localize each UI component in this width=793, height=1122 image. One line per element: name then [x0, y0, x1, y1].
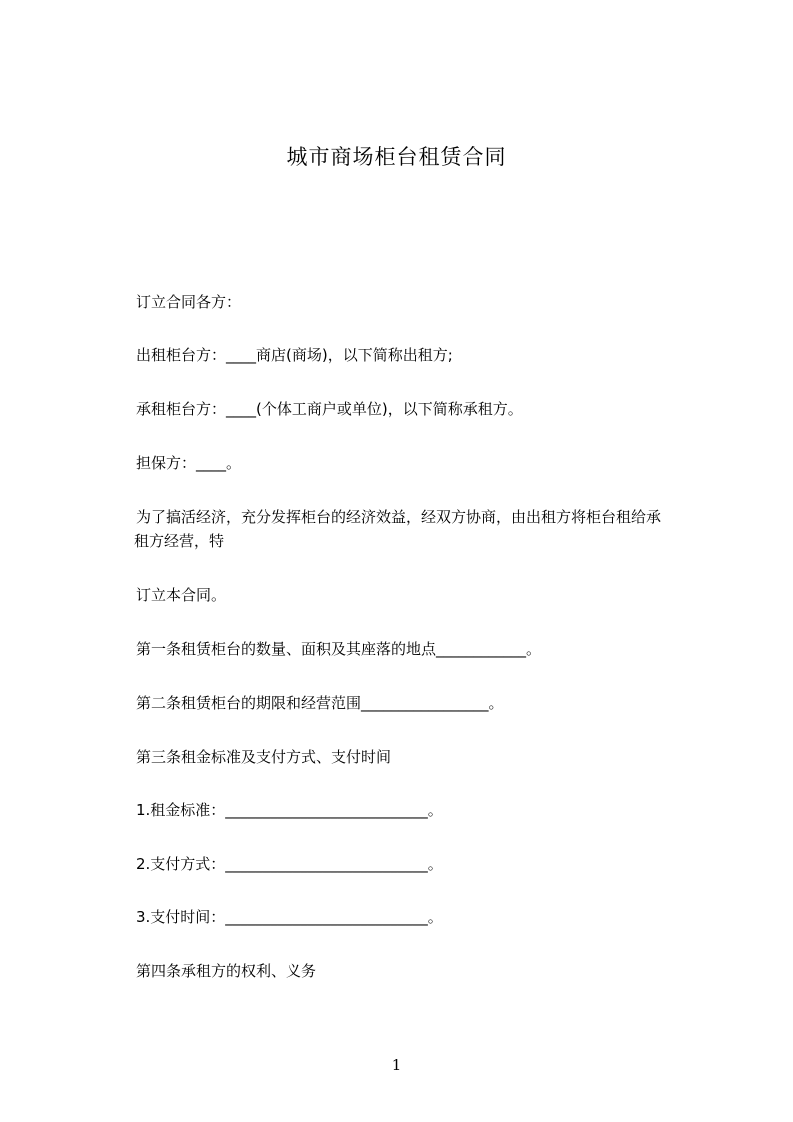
article-3: 第三条租金标准及支付方式、支付时间: [136, 748, 392, 766]
paragraph-guarantor: 担保方：____。: [136, 454, 242, 472]
article-3-item-2: 2.支付方式：___________________________。: [136, 855, 443, 873]
article-3-item-1: 1.租金标准：___________________________。: [136, 801, 443, 819]
article-1: 第一条租赁柜台的数量、面积及其座落的地点____________。: [136, 640, 542, 658]
paragraph-purpose-line2: 租方经营，特: [134, 532, 225, 550]
paragraph-conclude: 订立本合同。: [136, 586, 227, 604]
paragraph-purpose-line1: 为了搞活经济，充分发挥柜台的经济效益，经双方协商，由出租方将柜台租给承: [136, 508, 662, 526]
paragraph-lessor: 出租柜台方：____商店(商场)，以下简称出租方;: [136, 346, 453, 364]
paragraph-parties: 订立合同各方：: [136, 293, 242, 311]
page-number: 1: [391, 1056, 402, 1074]
article-3-item-3: 3.支付时间：___________________________。: [136, 908, 443, 926]
article-2: 第二条租赁柜台的期限和经营范围_________________。: [136, 694, 504, 712]
article-4: 第四条承租方的权利、义务: [136, 962, 317, 980]
document-title: 城市商场柜台租赁合同: [286, 145, 507, 169]
paragraph-purpose: [136, 505, 714, 553]
paragraph-lessee: 承租柜台方：____(个体工商户或单位)，以下简称承租方。: [136, 400, 523, 418]
